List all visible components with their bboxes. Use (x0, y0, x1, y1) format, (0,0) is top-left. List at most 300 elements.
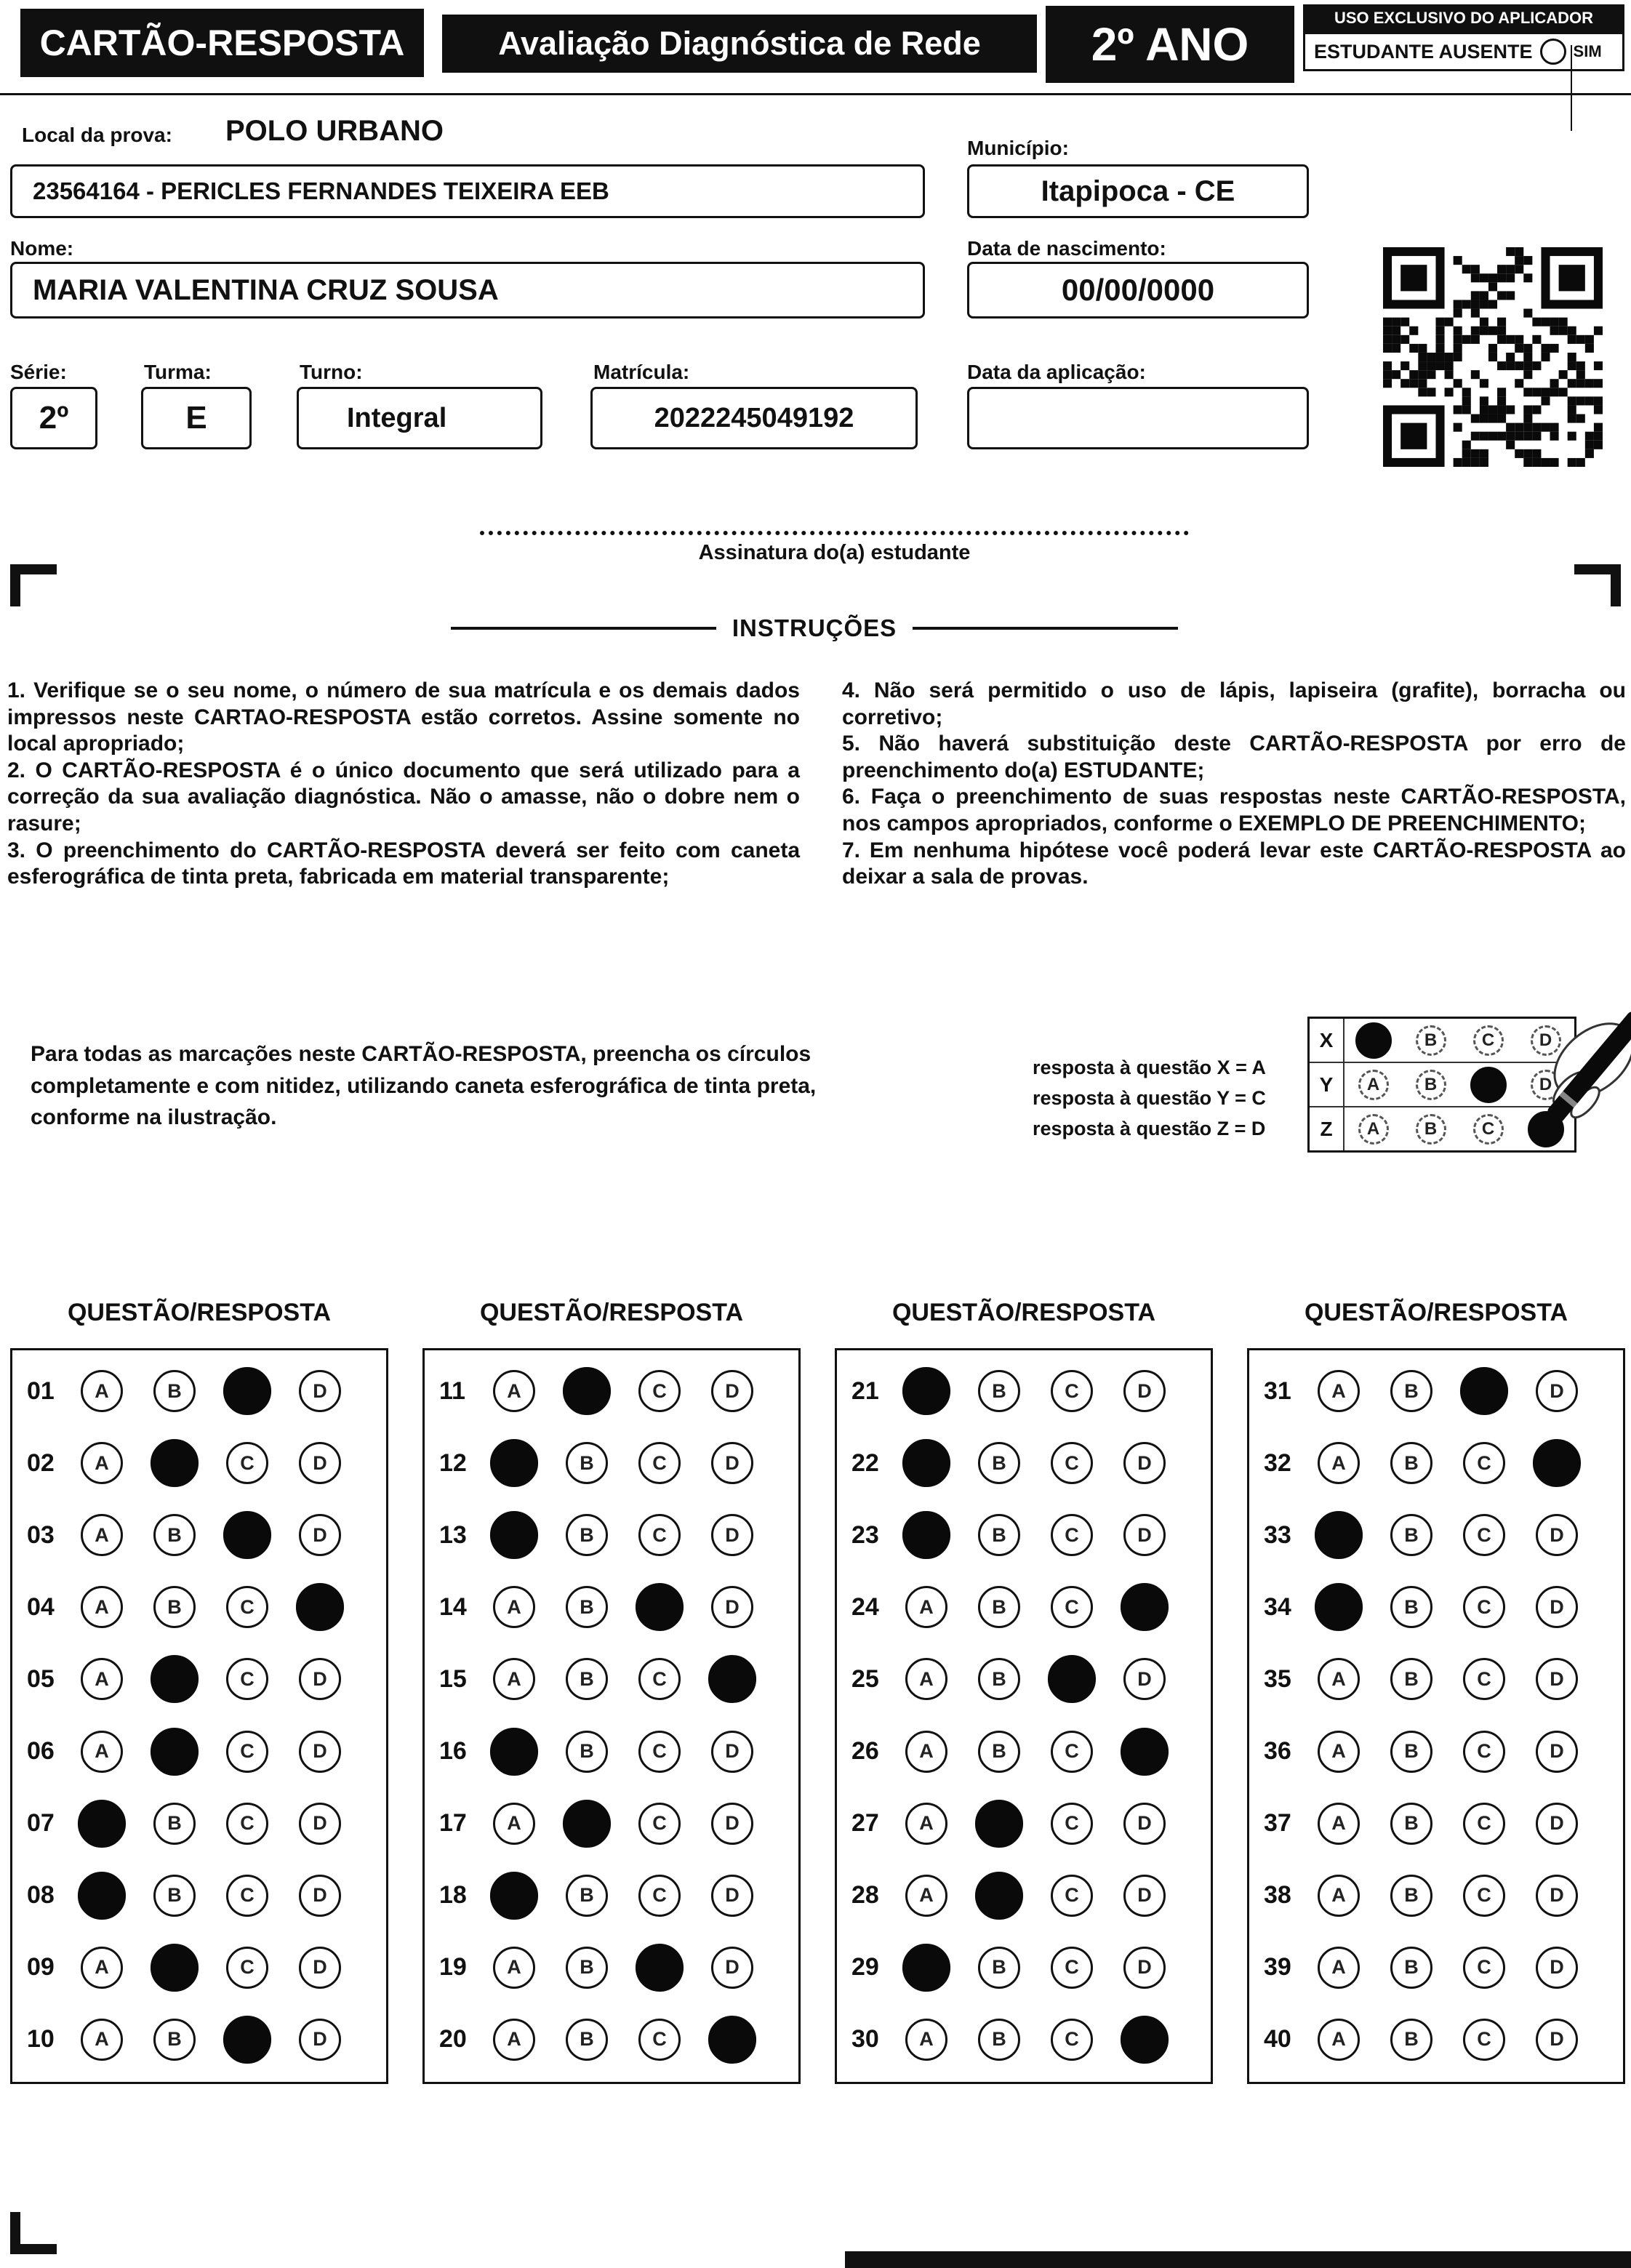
signature-label: Assinatura do(a) estudante (698, 541, 971, 564)
serie-field: 2º (10, 387, 97, 449)
answer-row (27, 1874, 386, 1918)
instruction-item: 5. Não haverá substituição deste CARTÃO-RESPOSTA por erro de preenchimento do(a) ESTUDANTE; (842, 732, 1626, 782)
turma-label: Turma: (144, 361, 212, 383)
answer-bubble: D (1123, 1947, 1166, 1989)
answer-bubble: D (299, 1875, 341, 1917)
example-row-label: Z (1310, 1107, 1345, 1150)
answer-bubble: B (978, 1370, 1020, 1412)
answer-bubble: A (1318, 1658, 1360, 1700)
question-number: 24 (851, 1592, 879, 1621)
answer-bubble-filled (1121, 2016, 1169, 2064)
answer-bubble: A (81, 1514, 123, 1556)
header-divider (0, 93, 1631, 95)
answer-bubble: C (1051, 1731, 1093, 1773)
instruction-item: 7. Em nenhuma hipótese você poderá levar este CARTÃO-RESPOSTA ao deixar a sala de provas. (842, 838, 1626, 889)
question-number: 30 (851, 2025, 879, 2053)
answer-bubble: B (566, 1947, 608, 1989)
question-number: 19 (439, 1953, 467, 1982)
answer-bubble-filled (490, 1872, 538, 1920)
answer-row (851, 1441, 1211, 1485)
answer-bubble: D (299, 2019, 341, 2061)
answer-bubble: A (1318, 1370, 1360, 1412)
question-number: 13 (439, 1520, 467, 1549)
answer-bubble: D (299, 1442, 341, 1484)
answer-row (851, 1946, 1211, 1989)
answer-bubble: A (493, 2019, 535, 2061)
answer-bubble: B (978, 2019, 1020, 2061)
answer-row (851, 1657, 1211, 1701)
student-absent-row (1303, 32, 1624, 71)
question-number: 36 (1264, 1737, 1291, 1766)
answer-bubble-filled (1121, 1727, 1169, 1775)
answer-bubble-filled (490, 1727, 538, 1775)
answer-bubble: B (1390, 1658, 1432, 1700)
answer-column-header: QUESTÃO/RESPOSTA (891, 1299, 1156, 1326)
answer-row (851, 2018, 1211, 2061)
fill-instructions-note: Para todas as marcações neste CARTÃO-RESPOSTA, preencha os círculos completamente e com nitidez, utilizando caneta esferográfica de tinta preta, conforme na ilustração. (31, 1042, 817, 1129)
answer-bubble: B (978, 1586, 1020, 1628)
answer-bubble: C (1463, 1514, 1505, 1556)
school-field: 23564164 - PERICLES FERNANDES TEIXEIRA EEB (10, 164, 925, 218)
answer-bubble: D (299, 1947, 341, 1989)
data-aplicacao-field (967, 387, 1309, 449)
answer-row (439, 1585, 798, 1629)
answer-bubble: D (299, 1658, 341, 1700)
crop-mark-bottom-left (10, 2212, 57, 2254)
question-number: 28 (851, 1881, 879, 1910)
answer-bubble: B (566, 1586, 608, 1628)
answer-bubble: A (905, 1875, 947, 1917)
grade-badge: 2º ANO (1046, 6, 1294, 83)
answer-bubble: D (299, 1514, 341, 1556)
serie-label: Série: (10, 361, 67, 383)
answer-bubble: A (493, 1370, 535, 1412)
sheet-title: CARTÃO-RESPOSTA (20, 9, 424, 77)
answer-bubble: C (226, 1442, 268, 1484)
answer-bubble: C (1051, 1514, 1093, 1556)
answer-bubble: B (153, 1586, 196, 1628)
answer-row (1264, 1585, 1623, 1629)
data-nascimento-field: 00/00/0000 (967, 262, 1309, 318)
answer-bubble: C (1463, 2019, 1505, 2061)
question-number: 04 (27, 1592, 55, 1621)
answer-bubble: A (81, 1370, 123, 1412)
answer-bubble: C (1463, 1731, 1505, 1773)
answer-bubble: C (1463, 1803, 1505, 1845)
aplicador-connector-line (1571, 45, 1572, 131)
answer-bubble: C (1463, 1947, 1505, 1989)
answer-bubble: D (711, 1803, 753, 1845)
answer-row (851, 1513, 1211, 1557)
answer-bubble: C (1463, 1658, 1505, 1700)
answer-bubble-filled (563, 1800, 611, 1848)
answer-bubble: A (1318, 1803, 1360, 1845)
aplicador-box (1303, 4, 1624, 71)
matricula-field: 2022245049192 (590, 387, 918, 449)
pen-hand-icon (1483, 980, 1631, 1151)
answer-bubble-filled (902, 1511, 950, 1559)
student-absent-label: ESTUDANTE AUSENTE (1314, 40, 1533, 63)
example-bubble: D (1531, 1025, 1561, 1056)
nome-label: Nome: (10, 237, 74, 260)
answer-bubble: C (1463, 1875, 1505, 1917)
answer-bubble: D (1536, 1875, 1578, 1917)
instruction-item: 1. Verifique se o seu nome, o número de sua matrícula e os demais dados impressos neste CARTAO-RESPOSTA estão corretos. Assine somente no local apropriado; (7, 678, 800, 756)
answer-bubble: A (905, 1658, 947, 1700)
answer-bubble: C (638, 1442, 681, 1484)
answer-bubble: C (638, 1370, 681, 1412)
answer-bubble: D (1536, 1370, 1578, 1412)
answer-bubble-filled (708, 1655, 756, 1703)
answer-bubble: B (566, 2019, 608, 2061)
answer-row (27, 1369, 386, 1413)
answer-bubble-filled (636, 1583, 684, 1631)
answer-bubble: B (566, 1875, 608, 1917)
answer-bubble: A (905, 1586, 947, 1628)
local-da-prova-label: Local da prova: (22, 124, 172, 146)
instruction-item: 4. Não será permitido o uso de lápis, lapiseira (grafite), borracha ou corretivo; (842, 678, 1626, 729)
question-number: 12 (439, 1448, 467, 1477)
example-row-label: Y (1310, 1063, 1345, 1106)
question-number: 03 (27, 1520, 55, 1549)
answer-bubble-filled (296, 1583, 344, 1631)
answer-bubble: B (978, 1731, 1020, 1773)
question-number: 37 (1264, 1809, 1291, 1838)
example-legend-line: resposta à questão X = A (1033, 1057, 1266, 1078)
question-number: 34 (1264, 1592, 1291, 1621)
answer-row (27, 1657, 386, 1701)
answer-bubble: B (153, 1803, 196, 1845)
answer-row (1264, 1874, 1623, 1918)
answer-bubble-filled (1315, 1583, 1363, 1631)
question-number: 10 (27, 2025, 55, 2053)
answer-bubble: C (226, 1586, 268, 1628)
answer-bubble: B (1390, 1370, 1432, 1412)
answer-bubble: A (493, 1586, 535, 1628)
answer-row (27, 1730, 386, 1774)
example-bubble: B (1416, 1114, 1446, 1145)
example-bubble: B (1416, 1070, 1446, 1100)
answer-row (851, 1802, 1211, 1846)
example-bubble: C (1473, 1025, 1504, 1056)
question-number: 40 (1264, 2025, 1291, 2053)
answer-row (27, 1802, 386, 1846)
example-cell (1402, 1019, 1459, 1062)
answer-bubble: A (1318, 1875, 1360, 1917)
answer-bubble: A (1318, 1947, 1360, 1989)
answer-column (835, 1299, 1213, 2084)
answer-bubble: B (1390, 1731, 1432, 1773)
answer-bubble-filled (151, 1439, 199, 1487)
instructions-right-column (842, 678, 1626, 891)
answer-bubble: D (1536, 1586, 1578, 1628)
signature-area (480, 531, 1189, 565)
crop-mark-top-right (1574, 564, 1621, 606)
answer-bubble-filled (1048, 1655, 1096, 1703)
answer-bubble: A (493, 1658, 535, 1700)
example-bubble: D (1531, 1070, 1561, 1100)
instructions-header (451, 614, 1178, 642)
answer-bubble: D (1536, 2019, 1578, 2061)
answer-bubble: D (711, 1442, 753, 1484)
answer-bubble: A (1318, 2019, 1360, 2061)
nome-field: MARIA VALENTINA CRUZ SOUSA (10, 262, 925, 318)
answer-bubble: C (226, 1803, 268, 1845)
answer-row (1264, 1441, 1623, 1485)
example-bubble: B (1416, 1025, 1446, 1056)
answer-bubble: A (81, 1658, 123, 1700)
answer-row (851, 1369, 1211, 1413)
answer-bubble: A (81, 1442, 123, 1484)
example-legend-line: resposta à questão Z = D (1033, 1117, 1266, 1139)
answer-row (27, 1513, 386, 1557)
answer-bubble: C (1051, 2019, 1093, 2061)
answer-bubble: D (1536, 1731, 1578, 1773)
answer-bubble: C (638, 1514, 681, 1556)
answer-bubble-filled (78, 1800, 126, 1848)
answer-bubble: A (1318, 1731, 1360, 1773)
answer-row (27, 1946, 386, 1989)
answer-row (27, 1585, 386, 1629)
answer-row (27, 2018, 386, 2061)
answer-bubble: B (978, 1442, 1020, 1484)
answer-bubble: C (638, 1875, 681, 1917)
example-cell (1345, 1019, 1402, 1062)
answer-bubble: C (1051, 1947, 1093, 1989)
answer-bubble-filled (902, 1944, 950, 1992)
answer-bubble: A (493, 1947, 535, 1989)
answer-bubble-filled (223, 2016, 271, 2064)
answer-bubble: A (81, 1947, 123, 1989)
answer-bubble: C (638, 2019, 681, 2061)
example-bubble: A (1358, 1114, 1389, 1145)
answer-bubble: D (1123, 1875, 1166, 1917)
answer-row (27, 1441, 386, 1485)
municipio-field: Itapipoca - CE (967, 164, 1309, 218)
answer-row (1264, 1730, 1623, 1774)
answer-bubble: C (1463, 1586, 1505, 1628)
example-cell (1402, 1063, 1459, 1106)
answer-row (439, 1657, 798, 1701)
question-number: 22 (851, 1448, 879, 1477)
question-number: 26 (851, 1737, 879, 1766)
question-number: 05 (27, 1664, 55, 1693)
answer-row (851, 1585, 1211, 1629)
answer-row (1264, 1369, 1623, 1413)
answer-bubble: C (1051, 1803, 1093, 1845)
answer-bubble: D (711, 1586, 753, 1628)
answer-bubble-filled (490, 1439, 538, 1487)
answer-bubble: B (1390, 1803, 1432, 1845)
data-nascimento-label: Data de nascimento: (967, 237, 1166, 260)
answer-bubble: A (81, 2019, 123, 2061)
answer-bubble: C (638, 1731, 681, 1773)
answer-bubble: B (153, 1514, 196, 1556)
answer-bubble: C (638, 1658, 681, 1700)
qr-code-image (1383, 247, 1603, 467)
answer-bubble: D (1123, 1442, 1166, 1484)
answer-bubble: A (905, 1803, 947, 1845)
answer-bubble: C (638, 1803, 681, 1845)
question-number: 20 (439, 2025, 467, 2053)
answer-bubble: B (978, 1658, 1020, 1700)
answer-bubble-filled (223, 1367, 271, 1415)
turma-field: E (141, 387, 252, 449)
answer-row (439, 1730, 798, 1774)
answer-row (851, 1874, 1211, 1918)
example-bubble: A (1358, 1070, 1389, 1100)
question-number: 38 (1264, 1881, 1291, 1910)
example-legend-line: resposta à questão Y = C (1033, 1086, 1266, 1109)
answer-bubble-filled (151, 1655, 199, 1703)
question-number: 18 (439, 1881, 467, 1910)
answer-bubble: C (1051, 1586, 1093, 1628)
answer-row (1264, 1946, 1623, 1989)
answer-bubble-filled (151, 1944, 199, 1992)
answer-bubble: B (1390, 1875, 1432, 1917)
municipio-label: Município: (967, 137, 1069, 159)
answer-bubble: B (153, 2019, 196, 2061)
qr-code (1383, 247, 1603, 467)
answer-row (439, 1513, 798, 1557)
answer-bubble-filled (636, 1944, 684, 1992)
answer-bubble: D (1536, 1803, 1578, 1845)
answer-bubble: D (711, 1875, 753, 1917)
answer-bubble-filled (490, 1511, 538, 1559)
question-number: 27 (851, 1809, 879, 1838)
absent-sim-label: SIM (1573, 42, 1602, 60)
answer-bubble: B (153, 1875, 196, 1917)
answer-column (1247, 1299, 1625, 2084)
answer-row (851, 1730, 1211, 1774)
answer-bubble: D (1123, 1658, 1166, 1700)
answer-bubble: B (1390, 1947, 1432, 1989)
instruction-item: 3. O preenchimento do CARTÃO-RESPOSTA deverá ser feito com caneta esferográfica de tinta preta, fabricada em material transparente; (7, 838, 800, 889)
answer-column (422, 1299, 801, 2084)
example-bubble-filled (1355, 1022, 1392, 1059)
scanner-timing-bar (845, 2251, 1631, 2268)
question-number: 15 (439, 1664, 467, 1693)
assessment-title: Avaliação Diagnóstica de Rede (442, 15, 1037, 73)
answer-bubble: D (1536, 1514, 1578, 1556)
answer-bubble-filled (151, 1727, 199, 1775)
absent-mark-circle (1540, 39, 1566, 65)
question-number: 16 (439, 1737, 467, 1766)
question-number: 01 (27, 1377, 55, 1405)
answer-bubble: A (905, 2019, 947, 2061)
answer-bubble: D (711, 1514, 753, 1556)
signature-line (480, 531, 1189, 535)
answer-column-header: QUESTÃO/RESPOSTA (479, 1299, 744, 1326)
answer-bubble: B (978, 1947, 1020, 1989)
instructions-rule-left (451, 627, 716, 630)
answer-bubble: B (1390, 2019, 1432, 2061)
answer-bubble: B (153, 1370, 196, 1412)
answer-bubble-filled (1121, 1583, 1169, 1631)
answer-bubble-filled (1533, 1439, 1581, 1487)
answer-bubble: D (711, 1731, 753, 1773)
answer-bubble: B (566, 1731, 608, 1773)
answer-bubble: B (978, 1514, 1020, 1556)
answer-bubble: D (1536, 1947, 1578, 1989)
answer-bubble: D (299, 1803, 341, 1845)
answer-bubble: C (1051, 1442, 1093, 1484)
instruction-item: 2. O CARTÃO-RESPOSTA é o único documento que será utilizado para a correção da sua avaliação diagnóstica. Não o amasse, não o dobre nem o rasure; (7, 758, 800, 836)
local-da-prova-value: POLO URBANO (225, 115, 444, 147)
answer-column (10, 1299, 388, 2084)
answer-bubble: C (226, 1731, 268, 1773)
instructions-rule-right (913, 627, 1178, 630)
answer-column-header: QUESTÃO/RESPOSTA (1304, 1299, 1568, 1326)
answer-bubble: D (711, 1947, 753, 1989)
answer-row (439, 1874, 798, 1918)
question-number: 33 (1264, 1520, 1291, 1549)
answer-bubble: C (1463, 1442, 1505, 1484)
instructions-left-column (7, 678, 800, 891)
answer-bubble: B (1390, 1442, 1432, 1484)
answer-row (439, 1946, 798, 1989)
answers-section (10, 1299, 1625, 2084)
instruction-item: 6. Faça o preenchimento de suas respostas neste CARTÃO-RESPOSTA, nos campos apropriados, conforme o EXEMPLO DE PREENCHIMENTO; (842, 785, 1626, 836)
answer-bubble: C (226, 1875, 268, 1917)
question-number: 02 (27, 1448, 55, 1477)
answer-column-box (1247, 1348, 1625, 2084)
turno-field: Integral (297, 387, 542, 449)
answer-bubble: C (1051, 1370, 1093, 1412)
question-number: 11 (439, 1377, 465, 1405)
question-number: 07 (27, 1809, 55, 1838)
instructions-title: INSTRUÇÕES (732, 614, 897, 641)
answer-row (439, 1441, 798, 1485)
answer-bubble: D (1123, 1370, 1166, 1412)
answer-bubble-filled (975, 1872, 1023, 1920)
answer-bubble-filled (975, 1800, 1023, 1848)
answer-row (1264, 1513, 1623, 1557)
aplicador-title: USO EXCLUSIVO DO APLICADOR (1303, 4, 1624, 32)
question-number: 08 (27, 1881, 55, 1910)
question-number: 35 (1264, 1664, 1291, 1693)
answer-row (1264, 2018, 1623, 2061)
crop-mark-top-left (10, 564, 57, 606)
question-number: 29 (851, 1953, 879, 1982)
answer-bubble: D (299, 1370, 341, 1412)
example-bubble: C (1473, 1114, 1504, 1145)
answer-bubble: A (493, 1803, 535, 1845)
answer-bubble: B (1390, 1586, 1432, 1628)
answer-bubble: B (566, 1514, 608, 1556)
answer-bubble-filled (78, 1872, 126, 1920)
answer-bubble: B (566, 1442, 608, 1484)
question-number: 21 (851, 1377, 879, 1405)
answer-bubble: D (711, 1370, 753, 1412)
example-cell (1345, 1063, 1402, 1106)
answer-column-box (835, 1348, 1213, 2084)
answer-bubble: D (1123, 1803, 1166, 1845)
answer-column-header: QUESTÃO/RESPOSTA (67, 1299, 332, 1326)
answer-bubble-filled (902, 1439, 950, 1487)
question-number: 39 (1264, 1953, 1291, 1982)
answer-bubble: C (226, 1947, 268, 1989)
answer-bubble: A (905, 1731, 947, 1773)
answer-bubble: C (1051, 1875, 1093, 1917)
data-aplicacao-label: Data da aplicação: (967, 361, 1146, 383)
example-row-label: X (1310, 1019, 1345, 1062)
answer-row (1264, 1802, 1623, 1846)
answer-row (1264, 1657, 1623, 1701)
answer-bubble: B (1390, 1514, 1432, 1556)
answer-column-box (422, 1348, 801, 2084)
turno-label: Turno: (300, 361, 363, 383)
